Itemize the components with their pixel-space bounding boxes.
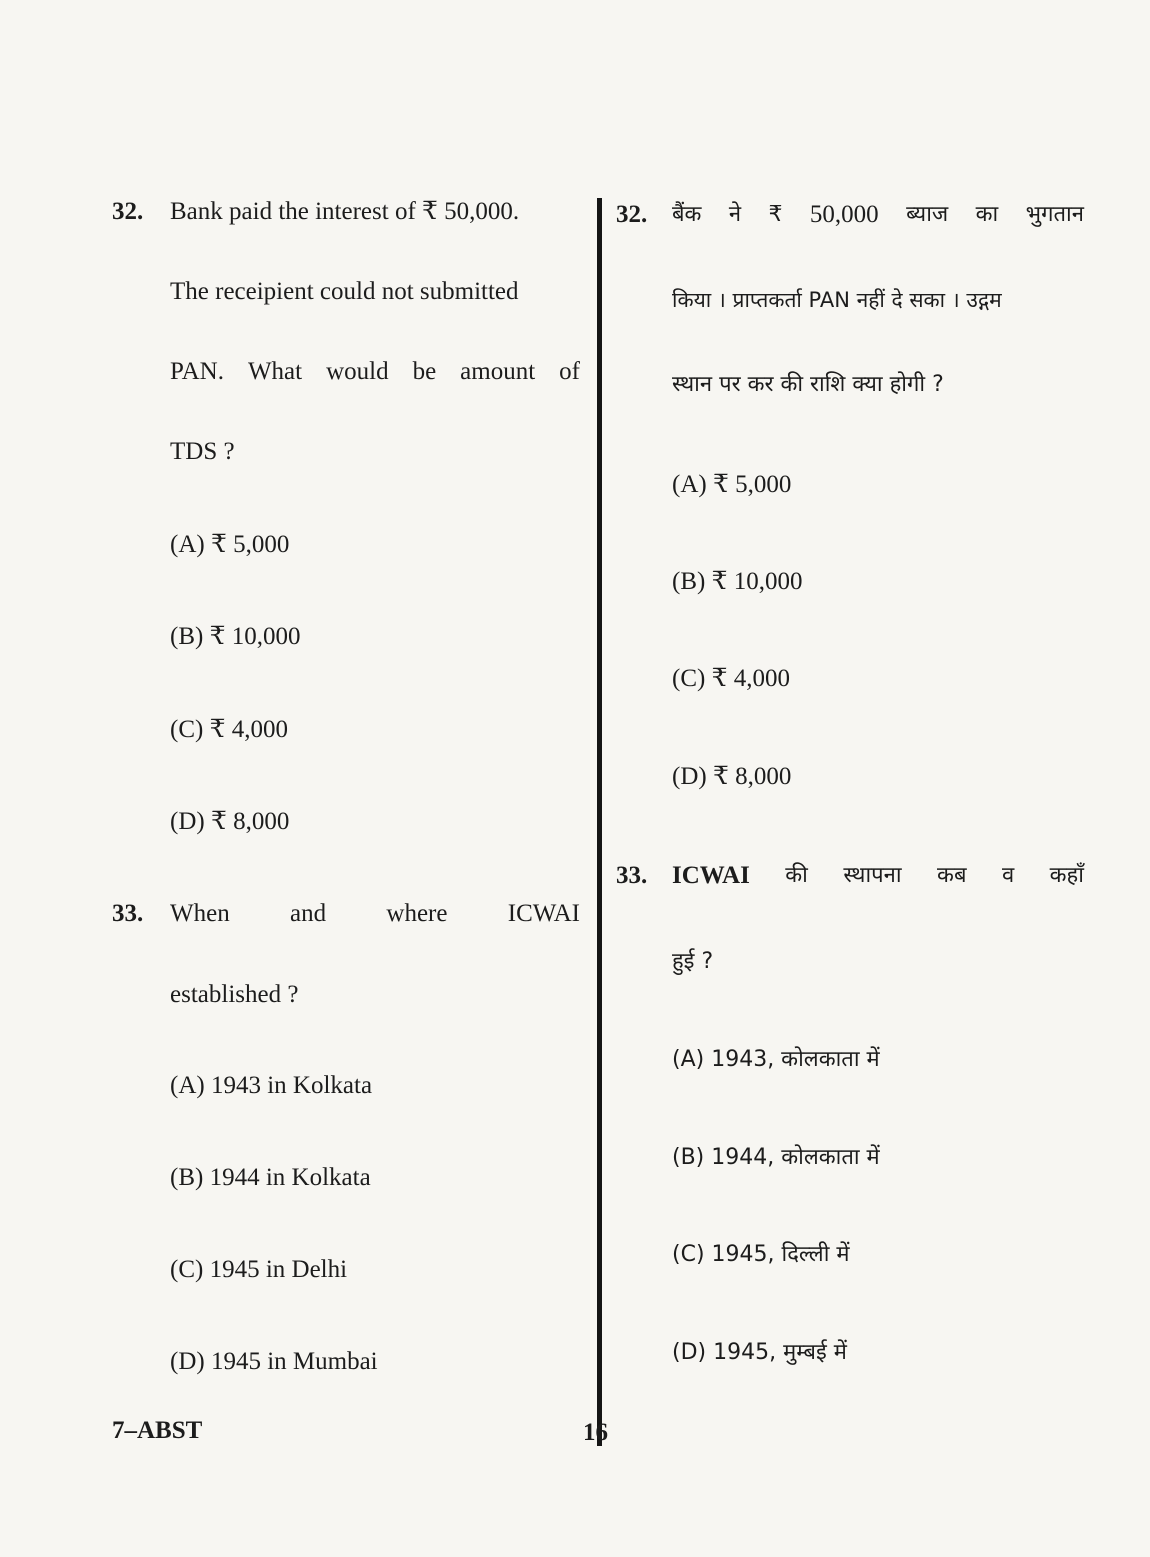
question-text-line: The receipient could not submitted: [170, 278, 519, 305]
question-text-line: PAN. What would be amount of: [170, 358, 580, 385]
question-number: 33.: [112, 900, 144, 927]
question-text-line: TDS ?: [170, 438, 235, 465]
option-b: (B) ₹ 10,000: [672, 568, 803, 595]
question-text-line: बैंक ने ₹ 50,000 ब्याज का भुगतान: [672, 201, 1084, 228]
option-b: (B) ₹ 10,000: [170, 623, 301, 650]
question-text-line: established ?: [170, 981, 299, 1008]
option-b: (B) 1944, कोलकाता में: [672, 1145, 880, 1170]
question-text-line: When and where ICWAI: [170, 900, 580, 927]
question-text-line: हुई ?: [672, 949, 714, 974]
question-number: 32.: [112, 198, 144, 225]
question-text-line: Bank paid the interest of ₹ 50,000.: [170, 198, 520, 225]
paper-code: 7–ABST: [112, 1417, 203, 1444]
option-c: (C) ₹ 4,000: [672, 665, 790, 692]
option-d: (D) 1945 in Mumbai: [170, 1348, 378, 1375]
option-c: (C) 1945 in Delhi: [170, 1256, 348, 1283]
option-d: (D) ₹ 8,000: [672, 763, 792, 790]
option-c: (C) 1945, दिल्ली में: [672, 1242, 850, 1267]
question-number: 32.: [616, 201, 648, 228]
option-a: (A) 1943 in Kolkata: [170, 1072, 373, 1099]
option-c: (C) ₹ 4,000: [170, 716, 288, 743]
option-a: (A) ₹ 5,000: [672, 471, 792, 498]
question-number: 33.: [616, 862, 648, 889]
option-b: (B) 1944 in Kolkata: [170, 1164, 371, 1191]
question-text-line: स्थान पर कर की राशि क्या होगी ?: [672, 372, 944, 397]
column-divider: [597, 198, 602, 1446]
question-text-line: ICWAI की स्थापना कब व कहाँ: [672, 862, 1084, 889]
page-number: 16: [583, 1419, 608, 1446]
option-a: (A) 1943, कोलकाता में: [672, 1047, 880, 1072]
question-text-line: किया । प्राप्तकर्ता PAN नहीं दे सका । उद्गम: [672, 288, 1002, 312]
option-a: (A) ₹ 5,000: [170, 531, 290, 558]
option-d: (D) 1945, मुम्बई में: [672, 1340, 847, 1365]
option-d: (D) ₹ 8,000: [170, 808, 290, 835]
